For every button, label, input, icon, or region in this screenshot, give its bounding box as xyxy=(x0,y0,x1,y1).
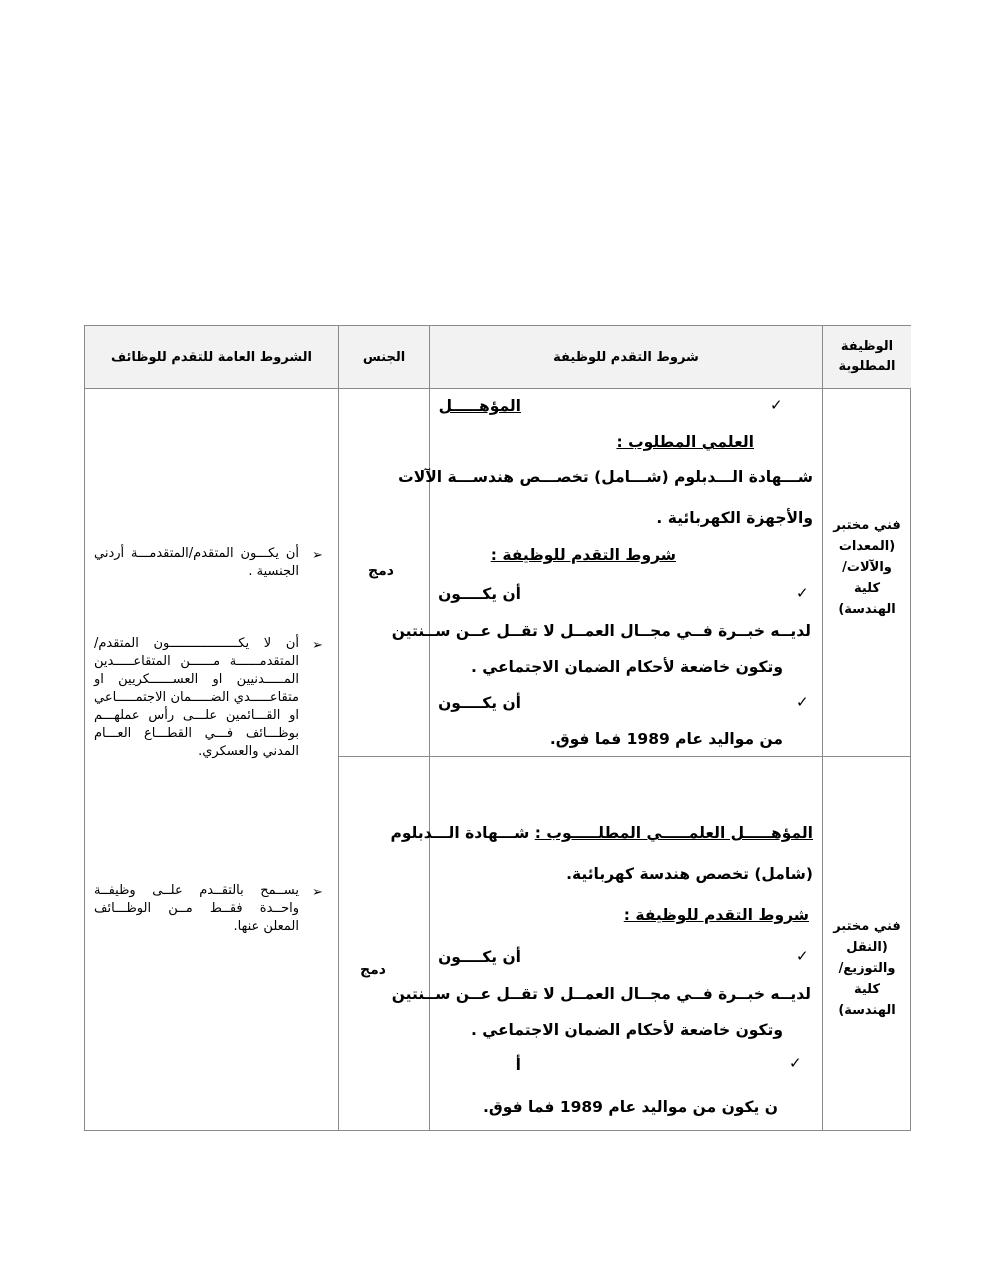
qualification-text: شـــهادة الـــدبلوم xyxy=(390,824,530,842)
qualification-text: والأجهزة الكهربائية . xyxy=(656,509,813,527)
job-title-line: كلية xyxy=(853,581,881,596)
column-divider xyxy=(429,326,430,1130)
general-condition-item: أن يكـــون المتقدم/المتقدمـــة أردني الجنسية . xyxy=(94,546,299,579)
job-title-line: والآلات/ xyxy=(842,560,892,575)
condition-text: أن يكــــون xyxy=(438,948,521,966)
condition-text: أن يكــــون xyxy=(438,694,521,712)
header-job-title xyxy=(823,326,911,388)
header-general-conditions: الشروط العامة للتقدم للوظائف xyxy=(85,326,338,388)
job-title xyxy=(824,916,910,1021)
qualification-label: العلمي المطلوب : xyxy=(616,433,754,451)
job-title-line: فني مختبر xyxy=(833,518,901,533)
job-title-line: الهندسة) xyxy=(838,1003,896,1018)
condition-text: من مواليد عام 1989 فما فوق. xyxy=(549,730,783,748)
condition-text: ن يكون من مواليد عام 1989 فما فوق. xyxy=(483,1098,778,1116)
gender-value: دمج xyxy=(368,563,394,579)
bullet-arrow-icon: ➢ xyxy=(312,548,323,563)
header-job-title-line2: المطلوبة xyxy=(838,359,896,374)
qualification-text: شـــهادة الـــدبلوم (شـــامل) تخصـــص هندســـة الآلات xyxy=(398,468,813,486)
row-divider xyxy=(338,756,910,757)
column-divider xyxy=(822,326,823,1130)
gender-value: دمج xyxy=(360,962,386,978)
general-condition-item: أن لا يكــــــــــــــــــون المتقدم/المتقدمــــــة مــــــن المتقاعـــــدين المـــــدنيين او العســــــكريين او متقاعـــــدي الضـــــمان الاجتمـــــاعي او القـــائمين علـــى رأس عملهـــم بوظـــائف فـــي القطـــاع العـــام المدني والعسكري. xyxy=(94,636,299,759)
condition-text: وتكون خاضعة لأحكام الضمان الاجتماعي . xyxy=(471,658,783,676)
condition-text: لديــه خبــرة فــي مجــال العمــل لا تقــل عــن ســنتين xyxy=(391,985,811,1003)
job-title-line: (المعدات xyxy=(838,539,896,554)
header-job-title-line1: الوظيفة xyxy=(840,339,894,354)
general-condition-item: يســمح بالتقــدم علــى وظيفــة واحــدة فقــط مــن الوظـــائف المعلن عنها. xyxy=(94,883,299,934)
check-icon: ✓ xyxy=(789,1054,802,1072)
check-icon: ✓ xyxy=(796,947,809,965)
condition-text: لديــه خبــرة فــي مجــال العمــل لا تقــل عــن ســنتين xyxy=(391,622,811,640)
condition-text: أ xyxy=(515,1056,521,1074)
check-icon: ✓ xyxy=(796,584,809,602)
conditions-title: شروط التقدم للوظيفة : xyxy=(490,546,676,564)
header-gender: الجنس xyxy=(339,326,429,388)
check-icon: ✓ xyxy=(770,396,783,414)
job-title-line: والتوزيع/ xyxy=(838,961,896,976)
bullet-arrow-icon: ➢ xyxy=(312,638,323,653)
job-title-line: (النقل xyxy=(846,940,888,955)
check-icon: ✓ xyxy=(796,693,809,711)
conditions-title: شروط التقدم للوظيفة : xyxy=(623,906,809,924)
condition-text: أن يكــــون xyxy=(438,585,521,603)
qualification-label: المؤهـــــل العلمـــــي المطلـــــوب : xyxy=(534,824,813,842)
job-title-line: الهندسة) xyxy=(838,602,896,617)
column-divider xyxy=(338,326,339,1130)
qualification-line xyxy=(390,824,813,842)
job-title-line: كلية xyxy=(853,982,881,997)
header-divider xyxy=(85,388,910,389)
job-title-line: فني مختبر xyxy=(833,919,901,934)
condition-text: وتكون خاضعة لأحكام الضمان الاجتماعي . xyxy=(471,1021,783,1039)
job-title xyxy=(824,515,910,620)
qualification-text: (شامل) تخصص هندسة كهربائية. xyxy=(566,865,813,883)
header-job-conditions: شروط التقدم للوظيفة xyxy=(430,326,822,388)
qualification-label: المؤهـــــل xyxy=(438,397,521,415)
bullet-arrow-icon: ➢ xyxy=(312,885,323,900)
